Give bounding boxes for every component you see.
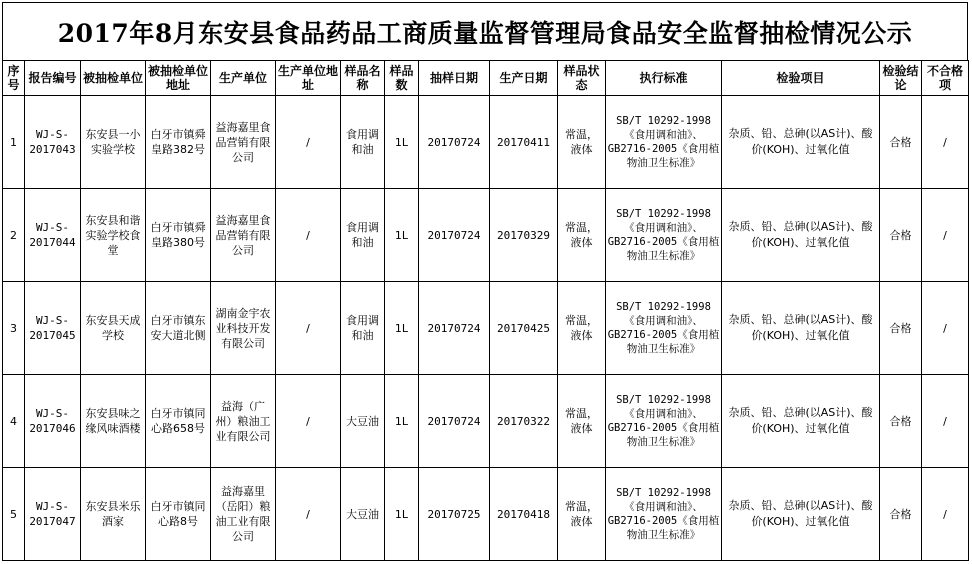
col-header-producer-addr: 生产单位地址 [276, 61, 341, 96]
cell-qty: 1L [385, 375, 419, 468]
cell-producer: 湖南金宇农业科技开发有限公司 [211, 282, 276, 375]
col-header-unit: 被抽检单位 [81, 61, 146, 96]
cell-qty: 1L [385, 282, 419, 375]
cell-sample-date: 20170724 [419, 282, 490, 375]
cell-producer: 益海（广州）粮油工业有限公司 [211, 375, 276, 468]
col-header-fail: 不合格项 [922, 61, 969, 96]
cell-unit: 东安县和谐实验学校食堂 [81, 189, 146, 282]
cell-fail: / [922, 189, 969, 282]
cell-sample-date: 20170725 [419, 468, 490, 561]
cell-state: 常温，液体 [558, 189, 606, 282]
cell-qty: 1L [385, 468, 419, 561]
cell-sample: 大豆油 [341, 468, 385, 561]
cell-sample: 食用调和油 [341, 189, 385, 282]
cell-report: WJ-S-2017047 [25, 468, 81, 561]
col-header-producer: 生产单位 [211, 61, 276, 96]
table-row [3, 96, 969, 189]
cell-state: 常温，液体 [558, 282, 606, 375]
cell-unit: 东安县一小实验学校 [81, 96, 146, 189]
cell-prod-date: 20170411 [490, 96, 558, 189]
cell-report: WJ-S-2017045 [25, 282, 81, 375]
cell-result: 合格 [880, 468, 922, 561]
cell-state: 常温，液体 [558, 375, 606, 468]
cell-result: 合格 [880, 96, 922, 189]
cell-producer-addr: / [276, 282, 341, 375]
cell-qty: 1L [385, 189, 419, 282]
col-header-standard: 执行标准 [606, 61, 722, 96]
col-header-no: 序号 [3, 61, 25, 96]
cell-unit-addr: 白牙市镇舜皇路380号 [146, 189, 211, 282]
cell-producer-addr: / [276, 189, 341, 282]
cell-items: 杂质、铅、总砷(以AS计)、酸价(KOH)、过氧化值 [722, 375, 880, 468]
cell-report: WJ-S-2017043 [25, 96, 81, 189]
cell-unit-addr: 白牙市镇东安大道北侧 [146, 282, 211, 375]
col-header-sample: 样品名称 [341, 61, 385, 96]
cell-items: 杂质、铅、总砷(以AS计)、酸价(KOH)、过氧化值 [722, 96, 880, 189]
col-header-sample-date: 抽样日期 [419, 61, 490, 96]
cell-producer: 益海嘉里食品营销有限公司 [211, 96, 276, 189]
cell-producer: 益海嘉里食品营销有限公司 [211, 189, 276, 282]
cell-fail: / [922, 375, 969, 468]
cell-unit: 东安县天成学校 [81, 282, 146, 375]
cell-no: 3 [3, 282, 25, 375]
cell-standard: SB/T 10292-1998《食用调和油》、GB2716-2005《食用植物油卫生标准》 [606, 375, 722, 468]
cell-prod-date: 20170418 [490, 468, 558, 561]
cell-producer: 益海嘉里（岳阳）粮油工业有限公司 [211, 468, 276, 561]
cell-producer-addr: / [276, 96, 341, 189]
cell-standard: SB/T 10292-1998《食用调和油》、GB2716-2005《食用植物油卫生标准》 [606, 189, 722, 282]
table-row [3, 189, 969, 282]
cell-qty: 1L [385, 96, 419, 189]
cell-sample-date: 20170724 [419, 375, 490, 468]
cell-no: 2 [3, 189, 25, 282]
col-header-unit-addr: 被抽检单位地址 [146, 61, 211, 96]
col-header-result: 检验结论 [880, 61, 922, 96]
col-header-state: 样品状态 [558, 61, 606, 96]
cell-unit-addr: 白牙市镇同心路8号 [146, 468, 211, 561]
cell-standard: SB/T 10292-1998《食用调和油》、GB2716-2005《食用植物油卫生标准》 [606, 468, 722, 561]
cell-prod-date: 20170425 [490, 282, 558, 375]
cell-unit: 东安县味之缘风味酒楼 [81, 375, 146, 468]
cell-no: 1 [3, 96, 25, 189]
page-title: 2017年8月东安县食品药品工商质量监督管理局食品安全监督抽检情况公示 [2, 2, 968, 60]
cell-prod-date: 20170329 [490, 189, 558, 282]
cell-state: 常温，液体 [558, 468, 606, 561]
cell-sample: 食用调和油 [341, 282, 385, 375]
header-row [3, 61, 969, 96]
cell-prod-date: 20170322 [490, 375, 558, 468]
cell-sample: 食用调和油 [341, 96, 385, 189]
cell-unit-addr: 白牙市镇舜皇路382号 [146, 96, 211, 189]
col-header-items: 检验项目 [722, 61, 880, 96]
cell-items: 杂质、铅、总砷(以AS计)、酸价(KOH)、过氧化值 [722, 468, 880, 561]
cell-state: 常温，液体 [558, 96, 606, 189]
cell-result: 合格 [880, 375, 922, 468]
cell-fail: / [922, 468, 969, 561]
cell-items: 杂质、铅、总砷(以AS计)、酸价(KOH)、过氧化值 [722, 189, 880, 282]
cell-report: WJ-S-2017046 [25, 375, 81, 468]
cell-standard: SB/T 10292-1998《食用调和油》、GB2716-2005《食用植物油卫生标准》 [606, 96, 722, 189]
col-header-qty: 样品数 [385, 61, 419, 96]
col-header-prod-date: 生产日期 [490, 61, 558, 96]
cell-result: 合格 [880, 189, 922, 282]
table-row [3, 282, 969, 375]
inspection-table [2, 60, 969, 561]
cell-sample-date: 20170724 [419, 189, 490, 282]
cell-unit: 东安县米乐酒家 [81, 468, 146, 561]
cell-no: 5 [3, 468, 25, 561]
table-row [3, 468, 969, 561]
cell-standard: SB/T 10292-1998《食用调和油》、GB2716-2005《食用植物油卫生标准》 [606, 282, 722, 375]
cell-no: 4 [3, 375, 25, 468]
col-header-report: 报告编号 [25, 61, 81, 96]
table-row [3, 375, 969, 468]
cell-result: 合格 [880, 282, 922, 375]
cell-fail: / [922, 96, 969, 189]
cell-sample-date: 20170724 [419, 96, 490, 189]
cell-producer-addr: / [276, 468, 341, 561]
cell-producer-addr: / [276, 375, 341, 468]
cell-fail: / [922, 282, 969, 375]
cell-sample: 大豆油 [341, 375, 385, 468]
cell-unit-addr: 白牙市镇同心路658号 [146, 375, 211, 468]
cell-report: WJ-S-2017044 [25, 189, 81, 282]
cell-items: 杂质、铅、总砷(以AS计)、酸价(KOH)、过氧化值 [722, 282, 880, 375]
